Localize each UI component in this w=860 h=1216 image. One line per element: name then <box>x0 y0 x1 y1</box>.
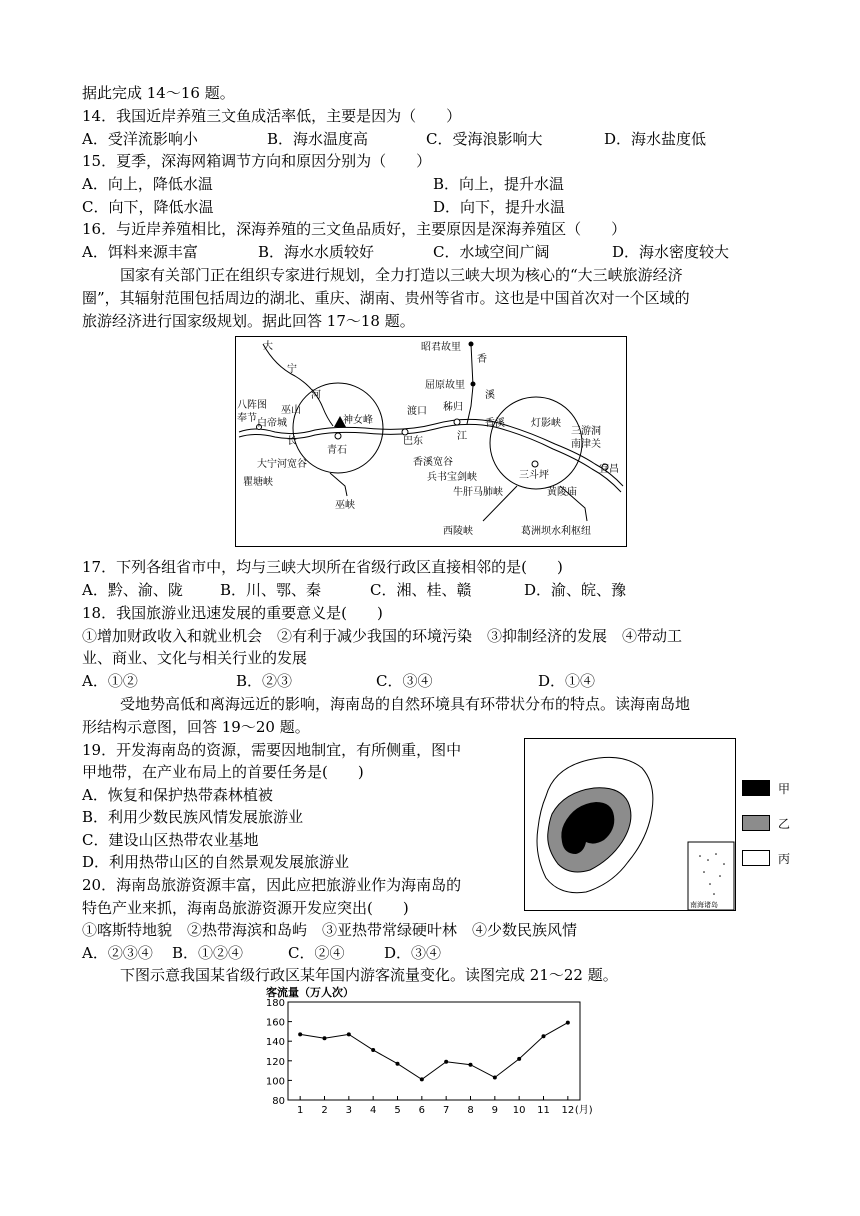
data-point-10 <box>517 1057 521 1061</box>
hainan-terrain-map <box>524 738 736 911</box>
q17-option-d[interactable]: D．渝、皖、豫 <box>524 581 627 599</box>
x-tick-label-11: 11 <box>537 1105 550 1116</box>
q14-option-d[interactable]: D．海水盐度低 <box>604 130 707 148</box>
passage-17-18-line1: 国家有关部门正在组织专家进行规划，全力打造以三峡大坝为核心的“大三峡旅游经济 <box>120 266 683 284</box>
legend-label-jia: 甲 <box>778 782 791 796</box>
q16-option-a[interactable]: A．饵料来源丰富 <box>82 243 198 261</box>
data-point-12 <box>566 1021 570 1025</box>
data-point-1 <box>298 1032 302 1036</box>
q15-stem: 15．夏季，深海网箱调节方向和原因分别为（ ） <box>82 152 432 170</box>
map-label-jiang: 江 <box>457 431 467 442</box>
q15-option-c[interactable]: C．向下，降低水温 <box>82 198 214 216</box>
map-label-baidicheng: 白帝城 <box>257 418 287 429</box>
q15-option-b[interactable]: B．向上，提升水温 <box>433 175 565 193</box>
hainan-inset-label: 南海诸岛 <box>690 901 718 909</box>
map-label-zhaojun: 昭君故里 <box>421 342 461 353</box>
map-label-niugan: 牛肝马肺峡 <box>453 487 503 498</box>
map-label-wuxia: 巫峡 <box>335 500 355 511</box>
q17-option-a[interactable]: A．黔、渝、陇 <box>82 581 183 599</box>
q14-option-c[interactable]: C．受海浪影响大 <box>426 130 543 148</box>
map-label-daninghe: 大宁河宽谷 <box>257 459 307 470</box>
q14-option-b[interactable]: B．海水温度高 <box>267 130 369 148</box>
data-point-11 <box>542 1034 546 1038</box>
map-label-bingshu: 兵书宝剑峡 <box>427 472 477 483</box>
q16-option-b[interactable]: B．海水水质较好 <box>258 243 375 261</box>
q14-option-a[interactable]: A．受洋流影响小 <box>82 130 198 148</box>
legend-swatch-yi <box>742 815 770 831</box>
data-point-9 <box>493 1075 497 1079</box>
q14-stem: 14．我国近岸养殖三文鱼成活率低，主要是因为（ ） <box>82 107 462 125</box>
q19-option-b[interactable]: B．利用少数民族风情发展旅游业 <box>82 808 304 826</box>
x-tick-label-3: 3 <box>345 1105 353 1116</box>
map-label-xiangxikuangu: 香溪宽谷 <box>413 457 453 468</box>
q18-option-c[interactable]: C．③④ <box>376 672 433 690</box>
data-point-8 <box>469 1063 473 1067</box>
map-label-da: 大 <box>263 341 273 352</box>
map-label-badong: 巴东 <box>403 436 423 447</box>
x-tick-label-1: 1 <box>296 1105 304 1116</box>
map-label-fengjie: 奉节 <box>237 413 257 424</box>
q15-option-a[interactable]: A．向上，降低水温 <box>82 175 213 193</box>
q16-option-d[interactable]: D．海水密度较大 <box>612 243 730 261</box>
q18-option-b[interactable]: B．②③ <box>236 672 293 690</box>
q17-stem: 17．下列各组省市中，均与三峡大坝所在省级行政区直接相邻的是( ) <box>82 558 563 576</box>
legend-label-bing: 丙 <box>778 852 791 866</box>
data-point-2 <box>323 1036 327 1040</box>
x-tick-label-2: 2 <box>321 1105 328 1116</box>
map-label-qingshi: 青石 <box>327 445 347 456</box>
map-label-ning: 宁 <box>287 364 297 375</box>
map-label-qutangxia: 瞿塘峡 <box>243 477 273 488</box>
data-point-4 <box>371 1048 375 1052</box>
map-label-huanglingmiao: 黄陵庙 <box>547 487 577 498</box>
q18-line3: 业、商业、文化与相关行业的发展 <box>82 649 308 667</box>
chart-ylabel: 客流量（万人次） <box>266 986 354 999</box>
map-label-quyuan: 屈原故里 <box>425 380 465 391</box>
data-point-7 <box>444 1060 448 1064</box>
y-tick-label-160: 160 <box>265 1017 285 1029</box>
y-tick-label-80: 80 <box>272 1096 285 1107</box>
x-tick-label-12: 12 <box>561 1105 575 1116</box>
q17-option-c[interactable]: C．湘、桂、赣 <box>370 581 472 599</box>
series-line <box>300 1023 568 1080</box>
x-tick-label-8: 8 <box>467 1105 474 1116</box>
q20-line3: ①喀斯特地貌 ②热带海滨和岛屿 ③亚热带常绿硬叶林 ④少数民族风情 <box>82 921 578 939</box>
legend-label-yi: 乙 <box>778 817 791 831</box>
q16-stem: 16．与近岸养殖相比，深海养殖的三文鱼品质好，主要原因是深海养殖区（ ） <box>82 220 627 238</box>
q20-stem-line2: 特色产业来抓，海南岛旅游资源开发应突出( ) <box>82 899 409 917</box>
q20-stem-line1: 20．海南岛旅游资源丰富，因此应把旅游业作为海南岛的 <box>82 876 462 894</box>
map-label-dukou: 渡口 <box>407 406 427 417</box>
chart-xlabel: (月) <box>574 1105 593 1116</box>
map-label-chang: 长 <box>287 436 297 447</box>
y-tick-label-100: 100 <box>265 1076 285 1088</box>
map-label-shennvfeng: 神女峰 <box>343 415 373 426</box>
x-tick-label-9: 9 <box>491 1105 499 1116</box>
q20-option-b[interactable]: B．①②④ <box>172 944 244 962</box>
passage-19-20-line2: 形结构示意图，回答 19～20 题。 <box>82 718 310 736</box>
map-label-gezhouba: 葛洲坝水利枢纽 <box>521 526 591 537</box>
q20-option-a[interactable]: A．②③④ <box>82 944 153 962</box>
x-tick-label-4: 4 <box>369 1105 377 1116</box>
q15-option-d[interactable]: D．向下，提升水温 <box>433 198 566 216</box>
y-tick-label-140: 140 <box>265 1037 285 1049</box>
y-tick-label-180: 180 <box>265 998 285 1009</box>
map-label-xi: 溪 <box>485 390 495 401</box>
map-label-dengyingxia: 灯影峡 <box>531 418 561 429</box>
q20-option-c[interactable]: C．②④ <box>288 944 345 962</box>
map-label-sandouping: 三斗坪 <box>519 470 549 481</box>
q19-option-a[interactable]: A．恢复和保护热带森林植被 <box>82 786 273 804</box>
passage-17-18-line3: 旅游经济进行国家级规划。据此回答 17～18 题。 <box>82 312 415 330</box>
data-point-5 <box>396 1062 400 1066</box>
passage-17-18-line2: 圈”，其辐射范围包括周边的湖北、重庆、湖南、贵州等省市。这也是中国首次对一个区域的 <box>82 289 690 307</box>
q18-option-a[interactable]: A．①② <box>82 672 138 690</box>
chart-frame <box>288 1002 580 1100</box>
x-tick-label-5: 5 <box>394 1105 401 1116</box>
data-point-6 <box>420 1077 424 1081</box>
q19-stem-line1: 19．开发海南岛的资源，需要因地制宜，有所侧重，图中 <box>82 741 462 759</box>
three-gorges-map <box>235 336 627 547</box>
q16-option-c[interactable]: C．水域空间广阔 <box>433 243 550 261</box>
tourist-flow-chart <box>258 984 614 1118</box>
passage-19-20-line1: 受地势高低和离海远近的影响，海南岛的自然环境具有环带状分布的特点。读海南岛地 <box>120 695 691 713</box>
q18-stem: 18．我国旅游业迅速发展的重要意义是( ) <box>82 604 383 622</box>
q17-option-b[interactable]: B．川、鄂、秦 <box>220 581 322 599</box>
map-label-wushan: 巫山 <box>281 405 301 416</box>
map-label-xiangxi: 香溪 <box>485 418 505 429</box>
q19-option-d[interactable]: D．利用热带山区的自然景观发展旅游业 <box>82 853 350 871</box>
map-label-zigui: 秭归 <box>443 402 463 413</box>
intro-14-16: 据此完成 14～16 题。 <box>82 84 235 102</box>
map-label-he: 河 <box>311 390 321 401</box>
map-label-nanjinguan: 南津关 <box>571 439 601 450</box>
x-tick-label-10: 10 <box>512 1105 526 1116</box>
q18-line2: ①增加财政收入和就业机会 ②有利于减少我国的环境污染 ③抑制经济的发展 ④带动工 <box>82 627 683 645</box>
legend-swatch-bing <box>742 850 770 866</box>
data-point-3 <box>347 1032 351 1036</box>
q20-option-d[interactable]: D．③④ <box>384 944 442 962</box>
y-tick-label-120: 120 <box>265 1056 285 1068</box>
q19-stem-line2: 甲地带，在产业布局上的首要任务是( ) <box>82 763 364 781</box>
legend-swatch-jia <box>742 780 770 796</box>
map-label-xilingxia: 西陵峡 <box>443 526 473 537</box>
map-label-bazhentu: 八阵图 <box>237 400 267 411</box>
map-label-yichang: 宜昌 <box>599 464 619 475</box>
x-tick-label-6: 6 <box>418 1105 426 1116</box>
intro-21-22: 下图示意我国某省级行政区某年国内游客流量变化。读图完成 21～22 题。 <box>120 966 618 984</box>
q19-option-c[interactable]: C．建设山区热带农业基地 <box>82 831 259 849</box>
x-tick-label-7: 7 <box>442 1105 450 1116</box>
map-label-sanyoudong: 三游洞 <box>571 426 601 437</box>
q18-option-d[interactable]: D．①④ <box>538 672 596 690</box>
map-label-xiang: 香 <box>477 354 487 365</box>
